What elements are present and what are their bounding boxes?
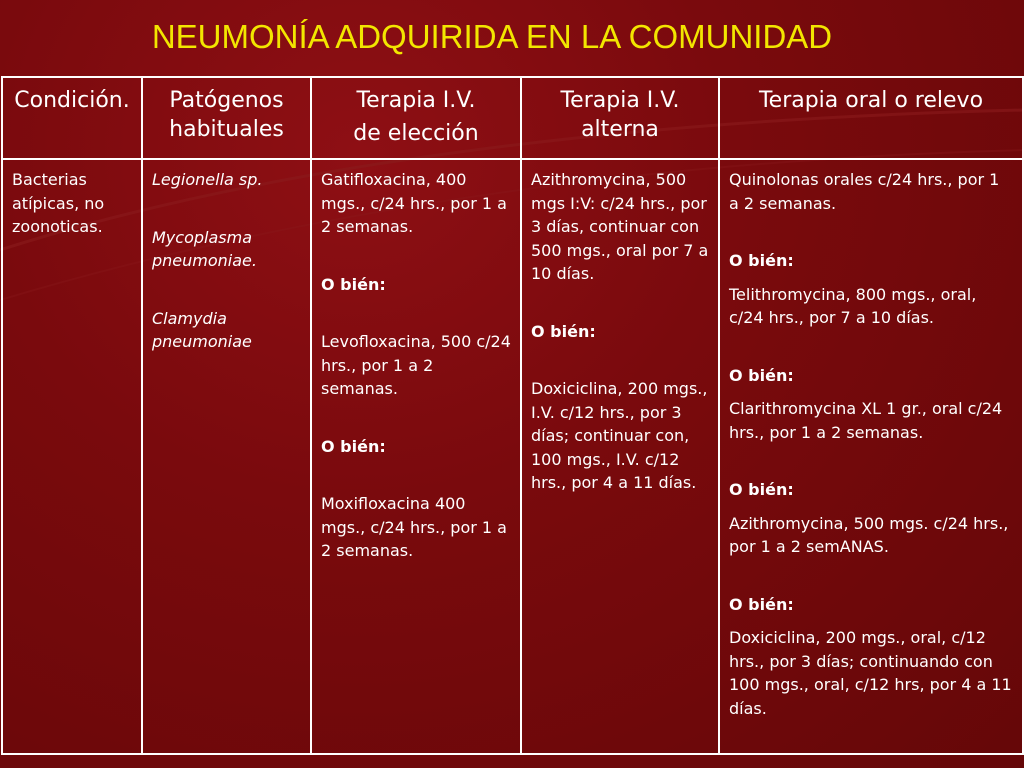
condicion-text: Bacterias atípicas, no zoonoticas. bbox=[12, 170, 105, 236]
cell-patogenos bbox=[142, 159, 311, 754]
header-condicion: Condición. bbox=[2, 77, 142, 159]
or-separator: O bién: bbox=[321, 274, 386, 294]
or-separator: O bién: bbox=[729, 594, 794, 614]
header-iv-eleccion-line1: Terapia I.V. bbox=[356, 88, 476, 113]
pathogen-item: Mycoplasma pneumoniae. bbox=[152, 227, 257, 270]
cell-iv-eleccion bbox=[311, 159, 521, 754]
table-row bbox=[2, 159, 1023, 754]
or-separator: O bién: bbox=[729, 251, 794, 270]
iv-eleccion-option-1: Gatifloxacina, 400 mgs., c/24 hrs., por 1 a 2 semanas. bbox=[321, 170, 507, 236]
or-separator: O bién: bbox=[729, 365, 794, 385]
table-header-row bbox=[2, 77, 1023, 159]
or-separator: O bién: bbox=[729, 480, 794, 499]
cell-iv-alterna bbox=[521, 159, 719, 754]
header-oral: Terapia oral o relevo bbox=[719, 77, 1023, 159]
oral-option-3: Clarithromycina XL 1 gr., oral c/24 hrs., por 1 a 2 semanas. bbox=[729, 399, 1003, 442]
iv-eleccion-option-3: Moxifloxacina 400 mgs., c/24 hrs., por 1 a 2 semanas. bbox=[321, 494, 507, 560]
cell-condicion bbox=[2, 159, 142, 754]
oral-option-5: Doxiciclina, 200 mgs., oral, c/12 hrs., por 3 días; continuando con 100 mgs., oral, c/12 hrs, por 4 a 11 días. bbox=[729, 628, 1012, 718]
oral-option-2: Telithromycina, 800 mgs., oral, c/24 hrs., por 7 a 10 días. bbox=[729, 284, 977, 327]
page-title: NEUMONÍA ADQUIRIDA EN LA COMUNIDAD bbox=[151, 18, 833, 55]
pathogen-item: Legionella sp. bbox=[152, 170, 263, 189]
iv-alterna-option-2: Doxiciclina, 200 mgs., I.V. c/12 hrs., por 3 días; continuar con, 100 mgs., I.V. c/12 hrs., por 4 a 11 días. bbox=[531, 379, 708, 492]
oral-option-4: Azithromycina, 500 mgs. c/24 hrs., por 1 a 2 semANAS. bbox=[729, 513, 1009, 556]
header-iv-alterna: Terapia I.V. alterna bbox=[521, 77, 719, 159]
cell-oral bbox=[719, 159, 1023, 754]
or-separator: O bién: bbox=[531, 321, 596, 341]
treatment-table bbox=[1, 76, 1024, 755]
header-iv-eleccion bbox=[311, 77, 521, 159]
iv-eleccion-option-2: Levofloxacina, 500 c/24 hrs., por 1 a 2 semanas. bbox=[321, 332, 511, 398]
iv-alterna-option-1: Azithromycina, 500 mgs I:V: c/24 hrs., por 3 días, continuar con 500 mgs., oral por 7 a 10 días. bbox=[531, 170, 709, 283]
or-separator: O bién: bbox=[321, 436, 386, 456]
header-patogenos: Patógenos habituales bbox=[142, 77, 311, 159]
header-iv-eleccion-line2: de elección bbox=[353, 121, 479, 146]
pathogen-item: Clamydia pneumoniae bbox=[152, 308, 252, 351]
oral-option-1: Quinolonas orales c/24 hrs., por 1 a 2 semanas. bbox=[729, 170, 1000, 213]
